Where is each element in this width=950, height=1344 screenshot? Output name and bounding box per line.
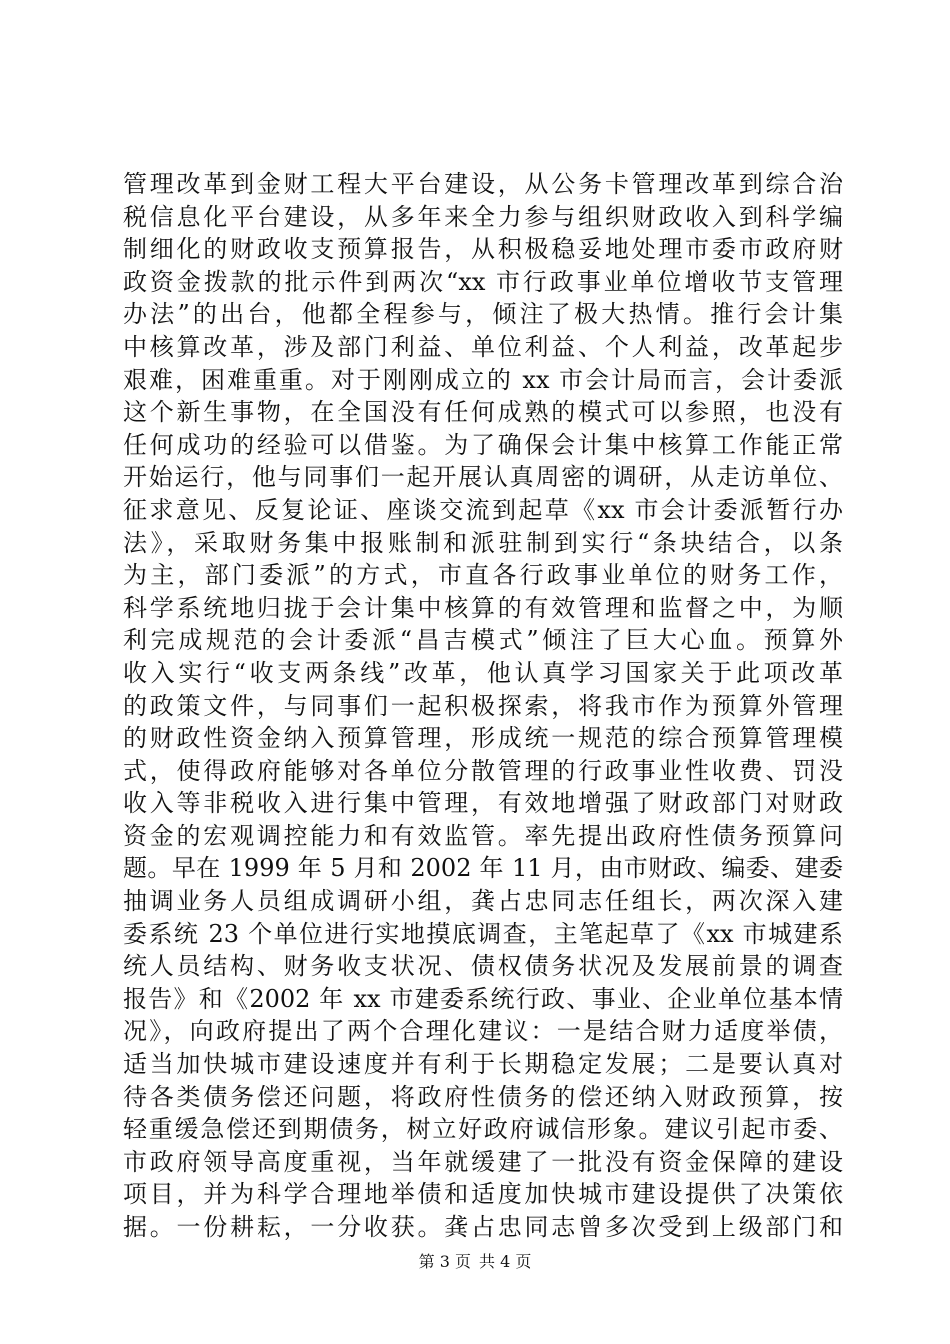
text-line: 委系统 23 个单位进行实地摸底调查，主笔起草了《xx 市城建系 (123, 919, 843, 948)
text-line: 况》，向政府提出了两个合理化建议：一是结合财力适度举债， (123, 1017, 843, 1046)
text-line: 这个新生事物，在全国没有任何成熟的模式可以参照，也没有 (123, 398, 843, 427)
text-line: 法》，采取财务集中报账制和派驻制到实行“条块结合，以条 (123, 528, 843, 557)
text-line: 艰难，困难重重。对于刚刚成立的 xx 市会计局而言，会计委派 (123, 365, 843, 394)
text-line: 式，使得政府能够对各单位分散管理的行政事业性收费、罚没 (123, 756, 843, 785)
text-line: 适当加快城市建设速度并有利于长期稳定发展；二是要认真对 (123, 1050, 843, 1079)
text-line: 抽调业务人员组成调研小组，龚占忠同志任组长，两次深入建 (123, 887, 843, 916)
text-line: 中核算改革，涉及部门利益、单位利益、个人利益，改革起步 (123, 332, 843, 361)
text-line: 的财政性资金纳入预算管理，形成统一规范的综合预算管理模 (123, 724, 843, 753)
body-paragraph (123, 168, 843, 1244)
text-line: 题。早在 1999 年 5 月和 2002 年 11 月，由市财政、编委、建委 (123, 854, 843, 883)
text-line: 收入等非税收入进行集中管理，有效地增强了财政部门对财政 (123, 789, 843, 818)
text-line: 为主，部门委派”的方式，市直各行政事业单位的财务工作， (123, 561, 843, 590)
text-line: 利完成规范的会计委派“昌吉模式”倾注了巨大心血。预算外 (123, 626, 843, 655)
page-total: 共 4 页 (479, 1252, 532, 1271)
text-line: 待各类债务偿还问题，将政府性债务的偿还纳入财政预算，按 (123, 1082, 843, 1111)
text-line: 市政府领导高度重视，当年就缓建了一批没有资金保障的建设 (123, 1147, 843, 1176)
page-number: 第 3 页 (418, 1252, 471, 1271)
text-line: 的政策文件，与同事们一起积极探索，将我市作为预算外管理 (123, 691, 843, 720)
text-line: 管理改革到金财工程大平台建设，从公务卡管理改革到综合治 (123, 170, 843, 198)
text-line: 征求意见、反复论证、座谈交流到起草《xx 市会计委派暂行办 (123, 495, 843, 524)
text-line: 税信息化平台建设，从多年来全力参与组织财政收入到科学编 (123, 202, 843, 231)
text-line: 任何成功的经验可以借鉴。为了确保会计集中核算工作能正常 (123, 430, 843, 459)
text-line: 科学系统地归拢于会计集中核算的有效管理和监督之中，为顺 (123, 593, 843, 622)
text-line: 开始运行，他与同事们一起开展认真周密的调研，从走访单位、 (123, 463, 843, 492)
text-line: 统人员结构、财务收支状况、债权债务状况及发展前景的调查 (123, 952, 843, 981)
text-line: 收入实行“收支两条线”改革，他认真学习国家关于此项改革 (123, 658, 843, 687)
text-line: 轻重缓急偿还到期债务，树立好政府诚信形象。建议引起市委、 (123, 1115, 843, 1144)
text-line: 制细化的财政收支预算报告，从积极稳妥地处理市委市政府财 (123, 235, 843, 264)
text-line: 项目，并为科学合理地举债和适度加快城市建设提供了决策依 (123, 1180, 843, 1209)
text-line: 资金的宏观调控能力和有效监管。率先提出政府性债务预算问 (123, 821, 843, 850)
text-line: 报告》和《2002 年 xx 市建委系统行政、事业、企业单位基本情 (123, 984, 843, 1013)
page-footer (0, 1249, 950, 1272)
text-line: 政资金拨款的批示件到两次“xx 市行政事业单位增收节支管理 (123, 267, 843, 296)
text-line: 办法”的出台，他都全程参与，倾注了极大热情。推行会计集 (123, 300, 843, 329)
text-line: 据。一份耕耘，一分收获。龚占忠同志曾多次受到上级部门和 (123, 1213, 843, 1241)
